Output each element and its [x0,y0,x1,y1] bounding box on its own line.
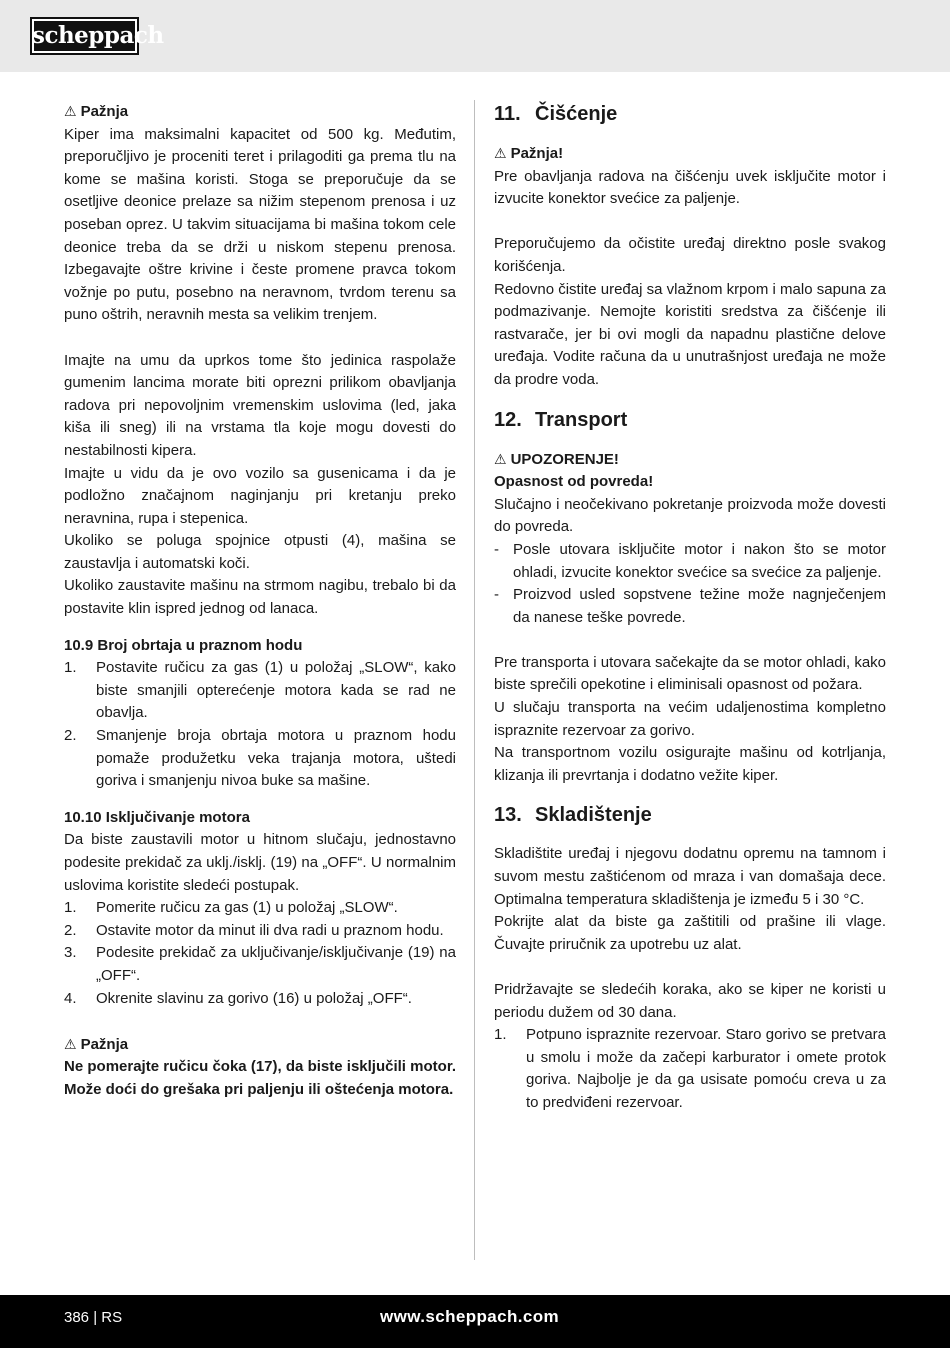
warning-text: Pre obavljanja radova na čišćenju uvek isključite motor i izvucite konektor svećice za paljenje. [494,167,886,208]
paragraph: Imajte na umu da uprkos tome što jedinica raspolaže gumenim lancima morate biti oprezni prilikom obavljanja radova pri nepovoljnim vremenskim uslovima (led, jaka kiša ili sneg) ili na vrstama tla koje mogu dovesti do nestabilnosti kipera. [64,351,456,459]
section-10-9-list [64,657,456,793]
warning-subtitle: Opasnost od povreda! [494,473,654,491]
list-item: 3. Podesite prekidač za uključivanje/isključivanje (19) na „OFF“. [64,944,456,984]
section-10-10-list [64,897,456,1010]
warning-heading: ⚠ UPOZORENJE! [494,450,619,468]
website-link[interactable]: www.scheppach.com [380,1307,560,1326]
list-item: 1. Postavite ručicu za gas (1) u položaj „SLOW“, kako biste smanjili opterećenje motora kada se rad ne obavlja. [64,659,456,722]
paragraph: Ukoliko se poluga spojnice otpusti (4), mašina se zaustavlja i automatski koči. [64,532,456,572]
list-item: 4. Okrenite slavinu za gorivo (16) u položaj „OFF“. [64,989,412,1007]
warning-list [494,539,886,629]
paragraph: Na transportnom vozilu osigurajte mašinu od kotrljanja, klizanja ili prevrtanja i dodatno vežite kiper. [494,744,886,784]
page-number: 386 | RS [64,1309,123,1326]
scheppach-logo: scheppach [30,17,139,55]
paragraph: Pokrijte alat da biste ga zaštitili od prašine ili vlage. Čuvajte priručnik za upotrebu uz alat. [494,913,886,953]
warning-text: Slučajno i neočekivano pokretanje proizvoda može dovesti do povreda. [494,495,886,536]
warning-heading: ⚠ Pažnja [64,103,129,120]
right-column [494,100,886,1115]
left-column [64,100,456,1102]
paragraph: Redovno čistite uređaj sa vlažnom krpom i malo sapuna za podmazivanje. Nemojte koristiti sredstva za čišćenje ili rastvarače, jer bi ovi mogli da napadnu plastične delove uređaja. Vodite računa da u unutrašnjost uređaja ne može da prodre voda. [494,280,886,388]
warning-heading: ⚠ Pažnja [64,1035,129,1053]
paragraph: Skladištite uređaj i njegovu dodatnu opremu na tamnom i suvom mestu zaštićenom od mraza i van domašaja dece. Optimalna temperatura skladištenja je između 5 i 30 °C. [494,845,886,908]
warning-icon: ⚠ [64,103,77,119]
section-10-10-title: 10.10 Isključivanje motora [64,808,250,826]
list-item: - Proizvod usled sopstvene težine može nagnječenjem da nanese teške povrede. [494,586,886,626]
page-header [0,0,950,72]
list-item: - Posle utovara isključite motor i nakon što se motor ohladi, izvucite konektor svećice sa svećice za paljenje. [494,540,886,581]
paragraph: Preporučujemo da očistite uređaj direktno posle svakog korišćenja. [494,235,886,275]
paragraph: Imajte u vidu da je ovo vozilo sa gusenicama i da je podložno značajnom naginjanju pri kretanju preko neravnina, rupa i stepenica. [64,464,456,527]
warning-text: Kiper ima maksimalni kapacitet od 500 kg. Međutim, preporučljivo je proceniti teret i prilagoditi ga prema tlu na kome se mašina koristi. Stoga se preporučuje da se osetljive deonice prelaze sa nižim stepenom prenosa i uz poseban oprez. U takvim situacijama bi mašina tokom cele deonice treba da se drži u niskom stepenu prenosa. Izbegavajte oštre krivine i česte promene pravca tokom vožnje po putu, posebno na neravnom, tvrdom terenu sa puno oštrih, neravnih mesta sa velikim trenjem. [64,125,456,324]
list-item: 2. Smanjenje broja obrtaja motora u praznom hodu pomaže produžetku veka trajanja motora, uštedi goriva i smanjenju nivoa buke sa mašine. [64,727,456,790]
section-12-heading: 12. Transport [494,408,628,431]
paragraph: Ukoliko zaustavite mašinu na strmom nagibu, trebalo bi da postavite klin ispred jednog od lanaca. [64,577,456,618]
warning-icon: ⚠ [494,145,507,161]
warning-heading: ⚠ Pažnja! [494,145,564,162]
paragraph: Pre transporta i utovara sačekajte da se motor ohladi, kako biste sprečili opekotine i eliminisali opasnost od požara. [494,653,886,694]
section-13-heading: 13. Skladištenje [494,804,652,827]
warning-icon: ⚠ [494,450,507,467]
paragraph: Pridržavajte se sledećih koraka, ako se kiper ne koristi u periodu dužem od 30 dana. [494,981,886,1021]
column-divider [474,100,475,1260]
list-item: 1. Pomerite ručicu za gas (1) u položaj „SLOW“. [64,899,398,917]
section-11-heading: 11. Čišćenje [494,103,618,125]
list-item: 2. Ostavite motor da minut ili dva radi u praznom hodu. [64,921,444,939]
warning-text: Ne pomerajte ručicu čoka (17), da biste isključili motor. Može doći do grešaka pri paljenju ili oštećenja motora. [64,1058,456,1098]
section-10-9-title: 10.9 Broj obrtaja u praznom hodu [64,636,303,654]
page-footer [0,1295,950,1348]
storage-list [494,1024,886,1114]
paragraph: Da biste zaustavili motor u hitnom slučaju, jednostavno podesite prekidač za uklj./isklj. (19) na „OFF“. U normalnim uslovima koristite sledeći postupak. [64,831,456,894]
paragraph: U slučaju transporta na većim udaljenostima kompletno ispraznite rezervoar za gorivo. [494,699,886,739]
warning-icon: ⚠ [64,1035,77,1052]
list-item: 1. Potpuno ispraznite rezervoar. Staro gorivo se pretvara u smolu i može da začepi karburator i omete protok goriva. Najbolje je da ga usisate pomoću creva u za to predviđeni rezervoar. [494,1026,886,1111]
